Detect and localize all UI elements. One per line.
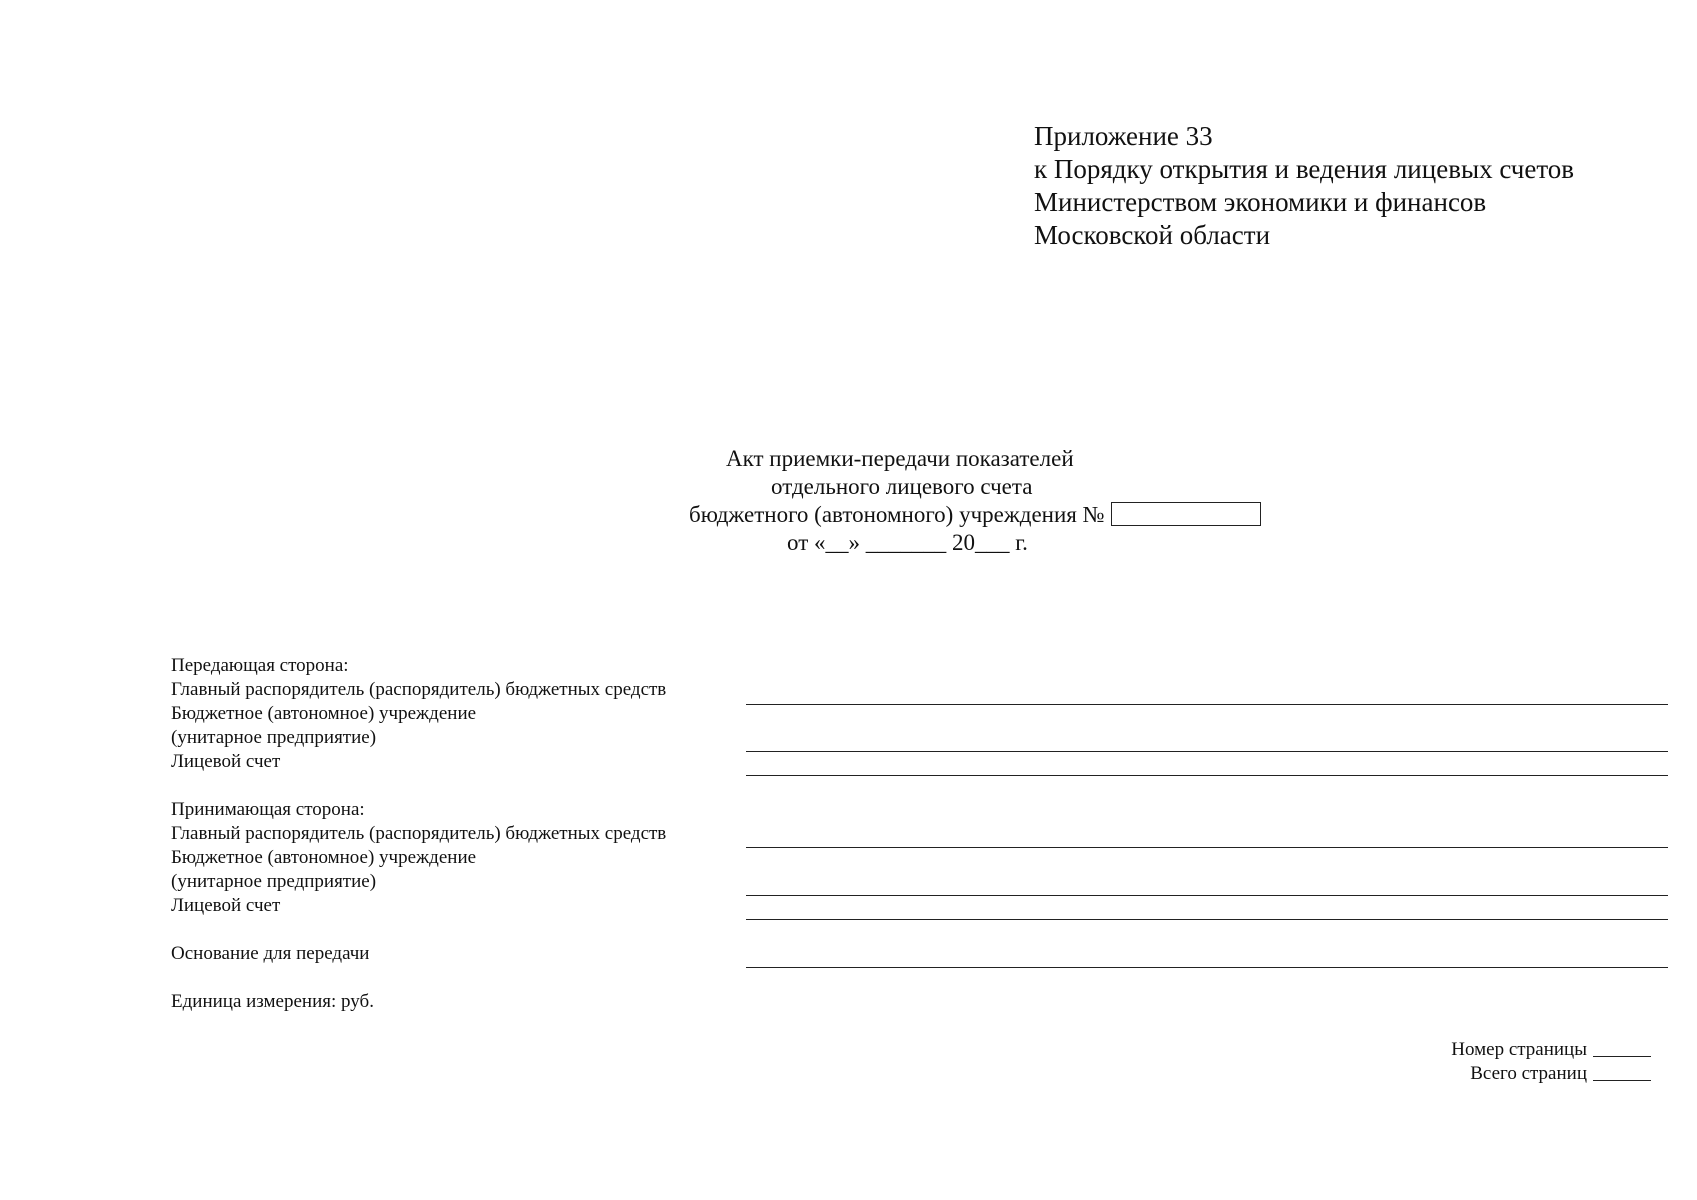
total-pages-row bbox=[1451, 1062, 1651, 1086]
appendix-line-4: Московской области bbox=[1034, 220, 1271, 250]
appendix-line-1: Приложение 33 bbox=[1034, 121, 1213, 151]
transferring-manager-input[interactable] bbox=[746, 704, 1668, 705]
title-line-3 bbox=[689, 501, 1261, 529]
page-info bbox=[1451, 1038, 1651, 1086]
total-pages-label: Всего страниц bbox=[1470, 1063, 1587, 1084]
receiving-manager-input[interactable] bbox=[746, 847, 1668, 848]
transferring-account-input[interactable] bbox=[746, 775, 1668, 776]
title-line-1: Акт приемки-передачи показателей bbox=[726, 446, 1074, 471]
transferring-institution-sublabel: (унитарное предприятие) bbox=[171, 727, 377, 748]
transferring-account-label: Лицевой счет bbox=[171, 751, 281, 772]
transferring-institution-label: Бюджетное (автономное) учреждение bbox=[171, 703, 477, 724]
receiving-institution-sublabel: (унитарное предприятие) bbox=[171, 871, 377, 892]
title-date-line: от «__» _______ 20___ г. bbox=[787, 530, 1028, 555]
transferring-manager-label: Главный распорядитель (распорядитель) бюджетных средств bbox=[171, 679, 667, 700]
receiving-account-input[interactable] bbox=[746, 919, 1668, 920]
basis-label: Основание для передачи bbox=[171, 943, 370, 964]
receiving-manager-label: Главный распорядитель (распорядитель) бюджетных средств bbox=[171, 823, 667, 844]
page-number-row bbox=[1451, 1038, 1651, 1062]
unit-label: Единица измерения: руб. bbox=[171, 991, 374, 1012]
page-number-input[interactable] bbox=[1593, 1038, 1651, 1057]
title-line-3-text: бюджетного (автономного) учреждения № bbox=[689, 502, 1105, 527]
page-number-label: Номер страницы bbox=[1451, 1039, 1587, 1060]
appendix-line-3: Министерством экономики и финансов bbox=[1034, 187, 1487, 217]
appendix-header bbox=[1034, 120, 1574, 252]
receiving-institution-label: Бюджетное (автономное) учреждение bbox=[171, 847, 477, 868]
title-line-2: отдельного лицевого счета bbox=[771, 474, 1033, 499]
transferring-institution-input[interactable] bbox=[746, 751, 1668, 752]
transferring-party-header: Передающая сторона: bbox=[171, 655, 349, 676]
appendix-line-2: к Порядку открытия и ведения лицевых счетов bbox=[1034, 154, 1575, 184]
account-number-field[interactable] bbox=[1111, 502, 1261, 526]
receiving-party-header: Принимающая сторона: bbox=[171, 799, 365, 820]
receiving-account-label: Лицевой счет bbox=[171, 895, 281, 916]
receiving-institution-input[interactable] bbox=[746, 895, 1668, 896]
total-pages-input[interactable] bbox=[1593, 1062, 1651, 1081]
basis-input[interactable] bbox=[746, 967, 1668, 968]
